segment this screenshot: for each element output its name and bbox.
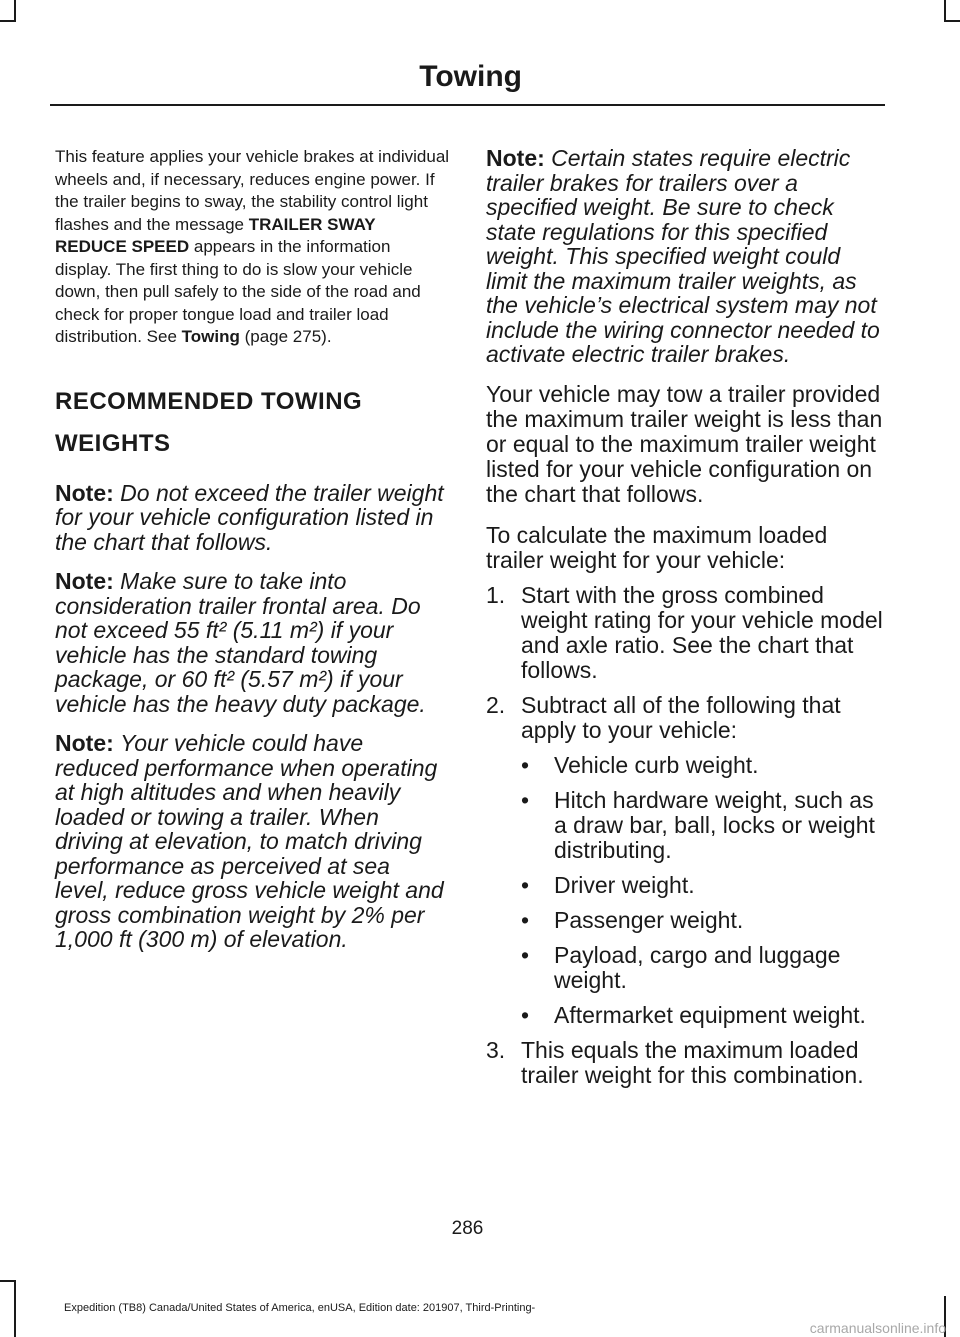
bullet-icon: •: [521, 941, 530, 968]
section-heading: [55, 387, 450, 459]
note-label: Note:: [486, 145, 545, 171]
page-number: 286: [451, 1218, 484, 1239]
list-item: [521, 908, 886, 933]
step-number: 1.: [486, 581, 506, 608]
crop-mark: [14, 1280, 16, 1337]
sub-item-text: Payload, cargo and luggage weight.: [554, 941, 841, 993]
sub-item-text: Passenger weight.: [554, 906, 744, 933]
right-column: [486, 146, 886, 1098]
list-item: [486, 1038, 886, 1088]
note-label: Note:: [55, 568, 114, 594]
left-column: [55, 146, 450, 967]
step-text: This equals the maximum loaded trailer weight for this combination.: [521, 1036, 864, 1088]
note-label: Note:: [55, 730, 114, 756]
crop-mark: [944, 20, 960, 22]
crop-mark: [14, 0, 16, 22]
note-text: Your vehicle could have reduced performance when operating at high altitudes and when heavily loaded or towing a trailer. When driving at elevation, to match driving performance as perceived at sea level, reduce gross vehicle weight and gross combination weight by 2% per 1,000 ft (300 m) of elevation.: [55, 730, 444, 952]
list-item: [521, 873, 886, 898]
note-text: Certain states require electric trailer brakes for trailers over a specified weight. Be sure to check state regulations for this specified weight. This specified weight could limit the maximum trailer weights, as the vehicle’s electrical system may not include the wiring connector needed to activate electric trailer brakes.: [486, 145, 880, 367]
sub-item-text: Aftermarket equipment weight.: [554, 1001, 866, 1028]
note: [486, 146, 886, 367]
crop-mark: [944, 0, 946, 22]
step-text: Start with the gross combined weight rating for your vehicle model and axle ratio. See the chart that follows.: [521, 581, 883, 683]
list-item: [521, 943, 886, 993]
edition-footer: Expedition (TB8) Canada/United States of America, enUSA, Edition date: 201907, Third-Printing-: [64, 1302, 536, 1314]
bullet-icon: •: [521, 1001, 530, 1028]
section-heading-line: WEIGHTS: [55, 429, 171, 457]
intro-text: (page 275).: [239, 327, 332, 346]
note: [55, 731, 450, 952]
intro-paragraph: [55, 146, 450, 349]
note-label: Note:: [55, 479, 114, 506]
bullet-icon: •: [521, 906, 530, 933]
paragraph: To calculate the maximum loaded trailer weight for your vehicle:: [486, 521, 828, 573]
note: [55, 569, 450, 716]
note-text: Do not exceed the trailer weight for your vehicle configuration listed in the chart that follows.: [55, 479, 444, 555]
sub-item-text: Driver weight.: [554, 871, 695, 898]
list-item: [521, 788, 886, 863]
intro-text: This feature applies your vehicle brakes at individual wheels and, if necessary, reduces engine power. If the trailer begins to sway, the stability control light flashes and the message: [55, 147, 450, 234]
step-number: 3.: [486, 1036, 506, 1063]
crop-mark: [0, 20, 16, 22]
bullet-icon: •: [521, 786, 530, 813]
header-divider: [50, 104, 885, 106]
intro-text: appears in the information display. The first thing to do is slow your vehicle down, then pull safely to the side of the road and check for proper tongue load and trailer load distribution. See: [55, 237, 421, 346]
crop-mark: [0, 1280, 16, 1282]
bullet-icon: •: [521, 871, 530, 898]
list-item: [521, 753, 886, 778]
page-title: Towing: [419, 60, 522, 93]
cross-reference-link[interactable]: Towing: [181, 327, 240, 346]
note: [55, 481, 450, 555]
steps-list: [486, 583, 886, 1088]
paragraph: Your vehicle may tow a trailer provided the maximum trailer weight is less than or equal to the maximum trailer weight listed for your vehicle configuration on the chart that follows.: [486, 380, 883, 507]
sub-item-text: Vehicle curb weight.: [554, 751, 759, 778]
step-number: 2.: [486, 691, 506, 718]
list-item: [486, 583, 886, 683]
watermark: carmanualsonline.info: [809, 1320, 946, 1336]
step-text: Subtract all of the following that apply to your vehicle:: [521, 691, 841, 743]
section-heading-line: RECOMMENDED TOWING: [55, 387, 363, 415]
list-item: [521, 1003, 886, 1028]
bullet-icon: •: [521, 751, 530, 778]
note-text: Make sure to take into consideration trailer frontal area. Do not exceed 55 ft² (5.11 m²) if your vehicle has the standard towing package, or 60 ft² (5.57 m²) if your vehicle has the heavy duty package.: [55, 568, 426, 717]
list-item: [486, 693, 886, 1028]
sub-item-text: Hitch hardware weight, such as a draw bar, ball, locks or weight distributing.: [554, 786, 875, 863]
display-message: TRAILER SWAY REDUCE SPEED: [55, 214, 376, 256]
sub-list: [521, 753, 886, 1028]
